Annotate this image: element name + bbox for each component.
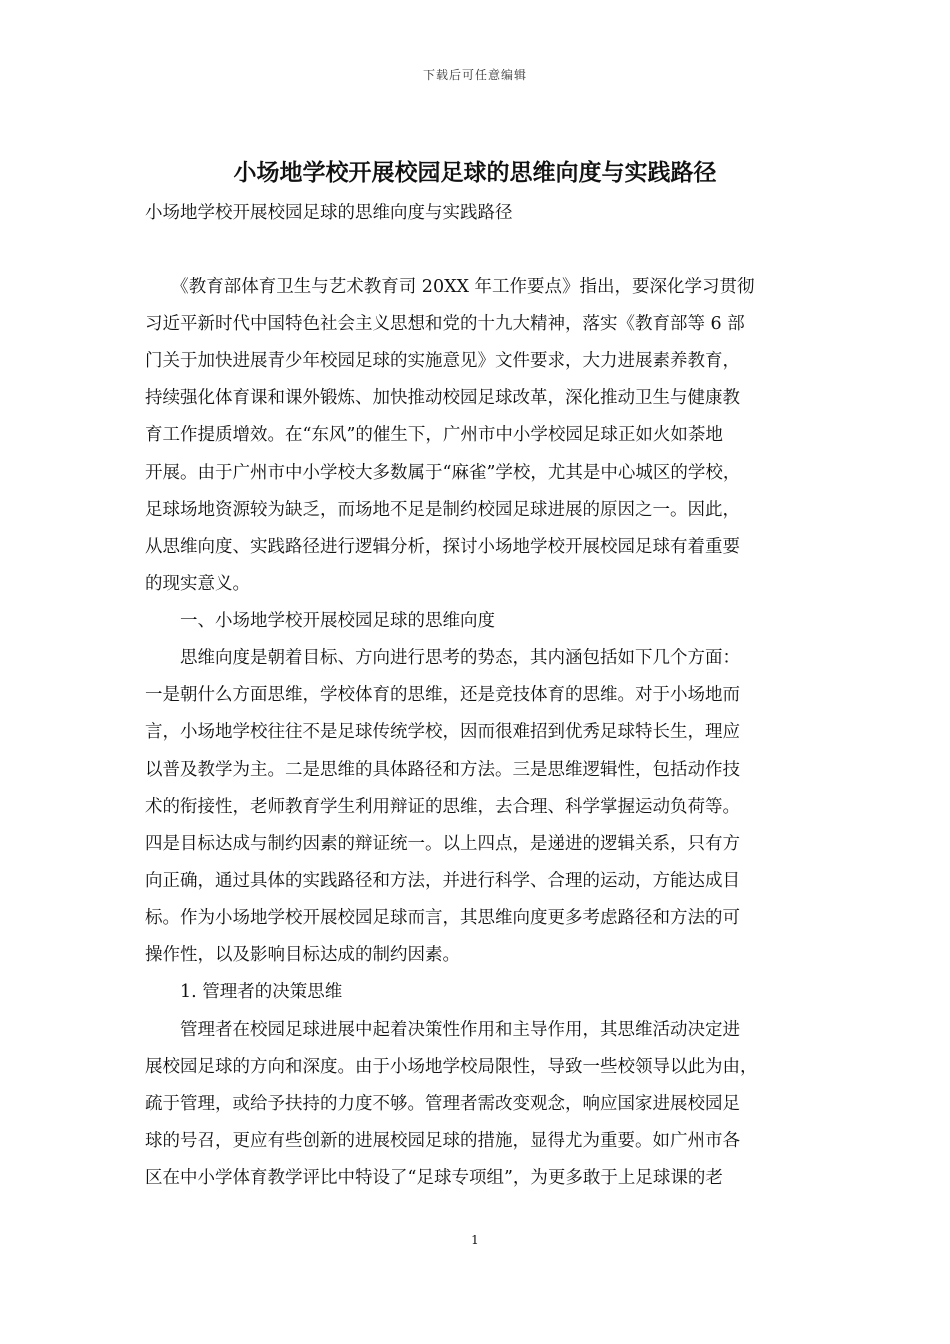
text-line: 《教育部体育卫生与艺术教育司 20XX 年工作要点》指出，要深化学习贯彻 [145,277,755,297]
text-line: 以普及教学为主。二是思维的具体路径和方法。三是思维逻辑性，包括动作技 [145,760,740,780]
text-line: 开展。由于广州市中小学校大多数属于“麻雀”学校，尤其是中心城区的学校， [145,463,741,483]
document-title: 小场地学校开展校园足球的思维向度与实践路径 [233,160,717,186]
text-line: 一是朝什么方面思维，学校体育的思维，还是竞技体育的思维。对于小场地而 [145,685,740,705]
text-line: 球的号召，更应有些创新的进展校园足球的措施，显得尤为重要。如广州市各 [145,1131,740,1151]
text-line: 门关于加快进展青少年校园足球的实施意见》文件要求，大力进展素养教育， [145,351,740,371]
text-line: 的现实意义。 [145,574,250,594]
document-subtitle: 小场地学校开展校园足球的思维向度与实践路径 [145,203,513,223]
text-line: 区在中小学体育教学评比中特设了“足球专项组”，为更多敢于上足球课的老 [145,1168,723,1188]
text-line: 展校园足球的方向和深度。由于小场地学校局限性，导致一些校领导以此为由， [145,1057,758,1077]
text-line: 操作性，以及影响目标达成的制约因素。 [145,945,460,965]
page-number: 1 [471,1233,479,1247]
section-heading: 一、小场地学校开展校园足球的思维向度 [145,611,495,631]
text-line: 管理者在校园足球进展中起着决策性作用和主导作用，其思维活动决定进 [145,1020,740,1040]
text-line: 疏于管理，或给予扶持的力度不够。管理者需改变观念，响应国家进展校园足 [145,1094,740,1114]
text-line: 标。作为小场地学校开展校园足球而言，其思维向度更多考虑路径和方法的可 [145,908,740,928]
text-line: 习近平新时代中国特色社会主义思想和党的十九大精神，落实《教育部等 6 部 [145,314,745,334]
text-line: 术的衔接性，老师教育学生利用辩证的思维，去合理、科学掌握运动负荷等。 [145,797,740,817]
text-line: 思维向度是朝着目标、方向进行思考的势态，其内涵包括如下几个方面： [145,648,740,668]
text-line: 从思维向度、实践路径进行逻辑分析，探讨小场地学校开展校园足球有着重要 [145,537,740,557]
header-note: 下载后可任意编辑 [422,68,527,82]
text-line: 足球场地资源较为缺乏，而场地不足是制约校园足球进展的原因之一。因此， [145,500,740,520]
text-line: 言，小场地学校往往不是足球传统学校，因而很难招到优秀足球特长生，理应 [145,722,740,742]
text-line: 四是目标达成与制约因素的辩证统一。以上四点，是递进的逻辑关系，只有方 [145,834,740,854]
text-line: 育工作提质增效。在“东风”的催生下，广州市中小学校园足球正如火如荼地 [145,425,723,445]
subsection-heading: 1. 管理者的决策思维 [145,982,343,1002]
text-line: 持续强化体育课和课外锻炼、加快推动校园足球改革，深化推动卫生与健康教 [145,388,740,408]
text-line: 向正确，通过具体的实践路径和方法，并进行科学、合理的运动，方能达成目 [145,871,740,891]
